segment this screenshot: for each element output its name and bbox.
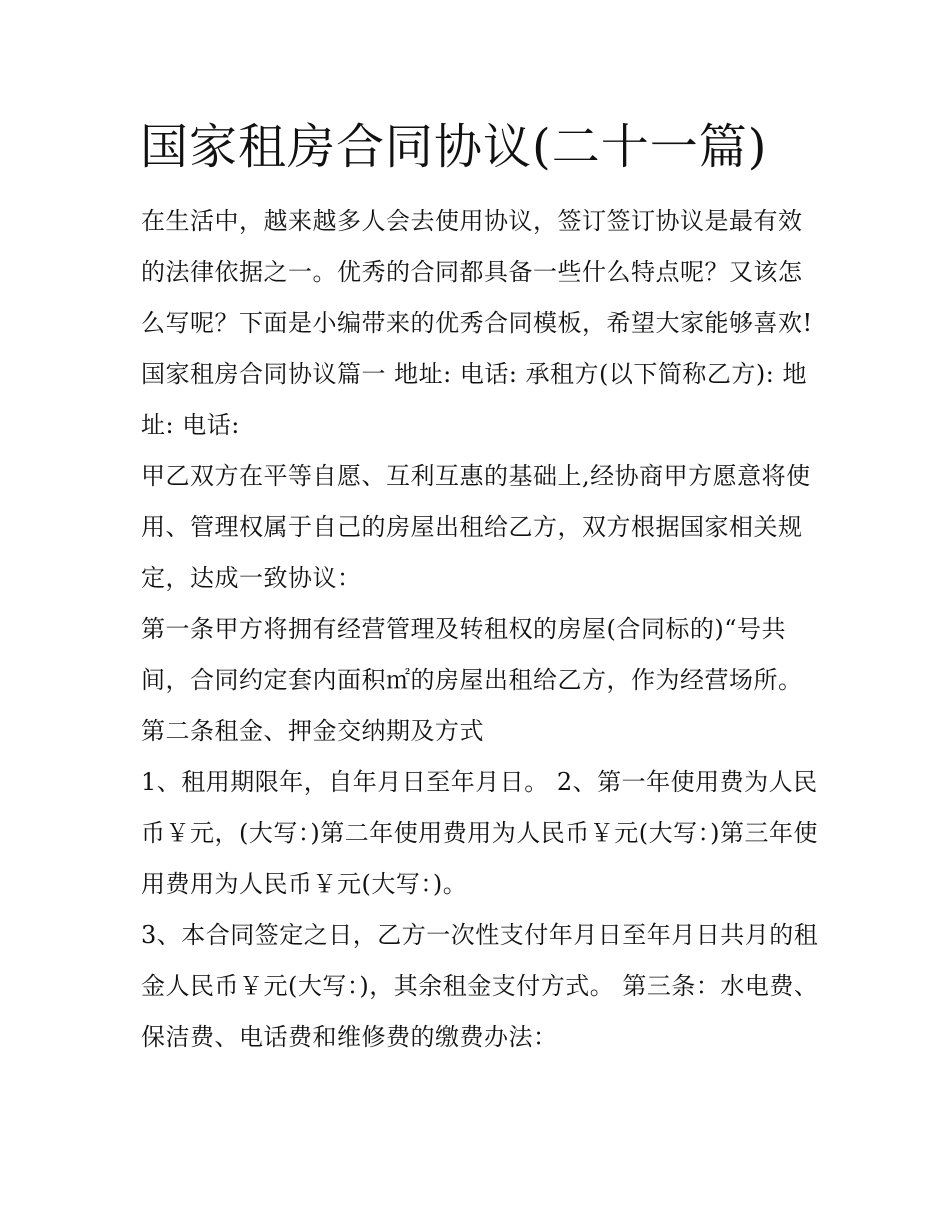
paragraph-intro: 在生活中，越来越多人会去使用协议，签订签订协议是最有效的法律依据之一。优秀的合同都具备一些什么特点呢？又该怎么写呢？下面是小编带来的优秀合同模板，希望大家能够喜欢!: [141, 207, 813, 337]
paragraph-agreement-basis: 甲乙双方在平等自愿、互利互惠的基础上,经协商甲方愿意将使用、管理权属于自己的房屋出租给乙方，双方根据国家相关规定，达成一致协议：: [141, 462, 811, 592]
document-title: 国家租房合同协议(二十一篇): [140, 119, 768, 175]
paragraph-article-two-heading: 第二条租金、押金交纳期及方式: [141, 717, 484, 745]
document-body: [141, 196, 821, 1063]
paragraph-party-info: 国家租房合同协议篇一 地址: 电话: 承租方(以下简称乙方): 地址: 电话:: [141, 360, 807, 439]
paragraph-payment: 3、本合同签定之日，乙方一次性支付年月日至年月日共月的租金人民币￥元(大写：)，其余租金支付方式。 第三条：水电费、保洁费、电话费和维修费的缴费办法：: [141, 921, 819, 1051]
paragraph-term-and-fees: 1、租用期限年，自年月日至年月日。 2、第一年使用费为人民币￥元，(大写：)第二年使用费用为人民币￥元(大写：)第三年使用费用为人民币￥元(大写：)。: [141, 768, 818, 898]
paragraph-article-one: 第一条甲方将拥有经营管理及转租权的房屋(合同标的)“号共间，合同约定套内面积㎡的房屋出租给乙方，作为经营场所。: [141, 615, 803, 694]
